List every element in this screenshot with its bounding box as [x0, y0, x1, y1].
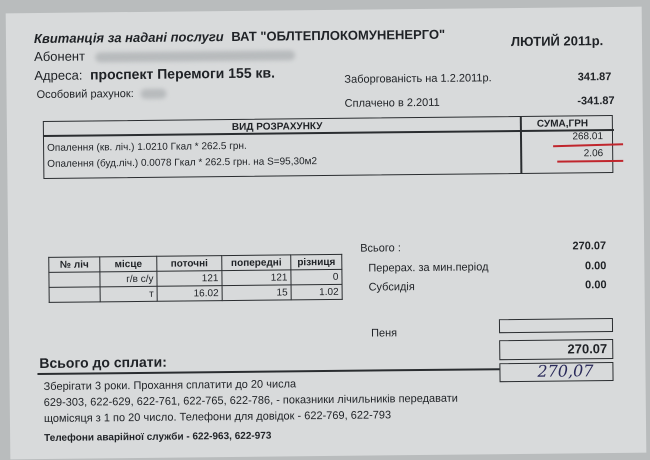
meter-cell: т	[100, 286, 157, 302]
total-label: Всього :	[360, 242, 401, 255]
recalc-value: 0.00	[584, 260, 607, 273]
meter-col-number: № ліч	[49, 257, 100, 273]
meter-col-current: поточні	[157, 256, 222, 272]
meter-cell: г/в с/у	[100, 271, 157, 287]
company-name: ВАТ "ОБЛТЕПЛОКОМУНЕНЕРГО"	[231, 26, 446, 44]
receipt-title	[34, 27, 445, 46]
address-row	[34, 65, 275, 84]
debt-label: Заборгованість на 1.2.2011р.	[344, 72, 492, 86]
charge-row-1-sum: 268.01	[572, 131, 604, 143]
meter-cell: 1.02	[291, 284, 342, 300]
account-number-redacted	[141, 89, 167, 99]
title-prefix: Квитанція за надані послуги	[33, 29, 224, 47]
footer-line-4: Телефони аварійної служби - 622-963, 622-973	[44, 430, 272, 444]
meter-col-diff: різниця	[291, 254, 342, 270]
address-value: проспект Перемоги 155 кв.	[89, 64, 276, 83]
recalc-label: Перерах. за мин.період	[368, 261, 489, 275]
due-box-value: 270.07	[567, 341, 608, 357]
paid-label: Сплачено в 2.2011	[344, 96, 440, 110]
meter-cell: 0	[291, 269, 342, 285]
address-label: Адреса:	[34, 67, 83, 84]
subsidy-label: Субсидія	[368, 281, 415, 294]
charge-row-2-sum: 2.06	[583, 148, 604, 160]
account-label: Особовий рахунок:	[36, 88, 134, 102]
billing-period: ЛЮТИЙ 2011р.	[510, 33, 604, 50]
charge-row-2-desc: Опалення (буд.ліч.) 0.0078 Гкал * 262.5 грн. на S=95,30м2	[47, 156, 318, 170]
subscriber-label: Абонент	[34, 48, 86, 65]
due-label: Всього до сплати:	[39, 353, 167, 372]
handwritten-total: 270,07	[537, 361, 594, 381]
meter-col-place: місце	[100, 256, 157, 272]
charges-header-sum: СУМА,ГРН	[536, 118, 589, 130]
penalty-label: Пеня	[370, 327, 398, 340]
account-row	[36, 88, 166, 101]
subsidy-value: 0.00	[585, 279, 607, 292]
charge-row-1-desc: Опалення (кв. ліч.) 1.0210 Гкал * 262.5 грн.	[47, 140, 247, 154]
meter-cell	[49, 287, 100, 303]
subscriber-row	[34, 46, 295, 64]
subscriber-name-redacted	[95, 50, 295, 62]
footer-line-1: Зберігати 3 роки. Прохання сплатити до 20 числа	[43, 378, 297, 393]
debt-value: 341.87	[577, 71, 612, 84]
meter-table	[48, 254, 342, 303]
meter-cell: 16.02	[157, 286, 222, 302]
meter-cell	[49, 272, 100, 288]
meter-cell: 121	[222, 270, 291, 286]
charges-header-type: ВИД РОЗРАХУНКУ	[231, 121, 323, 133]
penalty-box	[499, 318, 613, 333]
meter-cell: 121	[157, 271, 222, 287]
receipt-paper	[6, 7, 647, 460]
paid-value: -341.87	[577, 94, 615, 108]
meter-col-previous: попередні	[222, 255, 291, 271]
footer-line-3: щомісяця з 1 по 20 число. Телефони для довідок - 622-769, 622-793	[43, 409, 392, 425]
meter-row	[49, 284, 342, 302]
footer-line-2: 629-303, 622-629, 622-761, 622-765, 622-786, - показники лічильників передавати	[43, 392, 458, 409]
meter-cell: 15	[222, 285, 291, 301]
total-value: 270.07	[572, 240, 607, 253]
